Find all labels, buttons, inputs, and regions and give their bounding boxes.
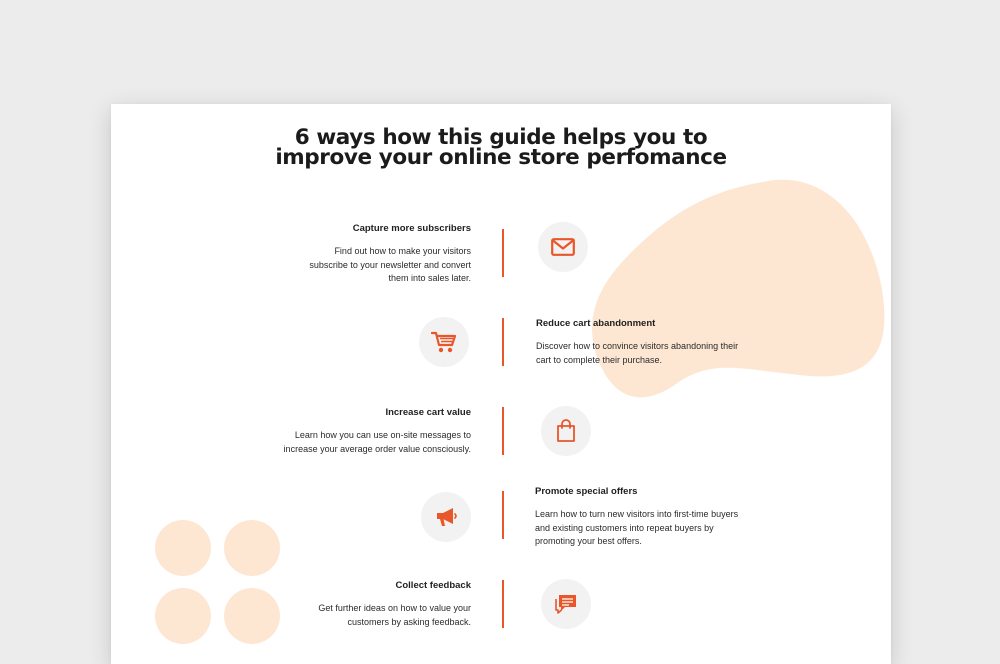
guide-card [111, 104, 891, 664]
page-title [111, 125, 891, 170]
feature-icon-circle [541, 406, 591, 456]
feature-description: Learn how to turn new visitors into first-time buyers and existing customers into repeat buyers by promoting your best offers. [535, 509, 739, 546]
timeline-line [502, 407, 504, 455]
timeline-line [502, 580, 504, 628]
decorative-dot [224, 588, 280, 644]
feature-icon-circle [419, 317, 469, 367]
title-line-1: 6 ways how this guide helps you to [294, 125, 708, 150]
feature-title: Capture more subscribers [352, 223, 471, 234]
shopping-cart-icon [431, 330, 457, 354]
decorative-blob [581, 174, 891, 414]
feature-collect-feedback [296, 580, 471, 629]
feature-description: Get further ideas on how to value your customers by asking feedback. [318, 603, 471, 627]
feature-title: Increase cart value [385, 407, 471, 418]
feature-icon-circle [541, 579, 591, 629]
feature-icon-circle [538, 222, 588, 272]
feature-title: Collect feedback [395, 580, 471, 591]
chat-bubble-icon [554, 593, 578, 615]
feature-description: Discover how to convince visitors abandoning their cart to complete their purchase. [536, 341, 739, 365]
decorative-dot [224, 520, 280, 576]
feature-capture-subscribers [296, 223, 471, 286]
feature-increase-cart-value [271, 407, 471, 456]
envelope-icon [551, 238, 575, 256]
feature-icon-circle [421, 492, 471, 542]
decorative-dot [155, 588, 211, 644]
feature-promote-special-offers [535, 486, 745, 549]
feature-title: Reduce cart abandonment [536, 318, 656, 329]
feature-description: Learn how you can use on-site messages to increase your average order value consciously. [283, 430, 471, 454]
title-line-2: improve your online store perfomance [275, 145, 727, 170]
timeline-line [502, 491, 504, 539]
feature-title: Promote special offers [535, 486, 638, 497]
feature-reduce-cart-abandonment [536, 318, 751, 367]
decorative-dot [155, 520, 211, 576]
feature-description: Find out how to make your visitors subscribe to your newsletter and convert them into sales later. [309, 246, 471, 283]
timeline-line [502, 318, 504, 366]
timeline-line [502, 229, 504, 277]
shopping-bag-icon [556, 419, 576, 443]
megaphone-icon [434, 506, 458, 528]
